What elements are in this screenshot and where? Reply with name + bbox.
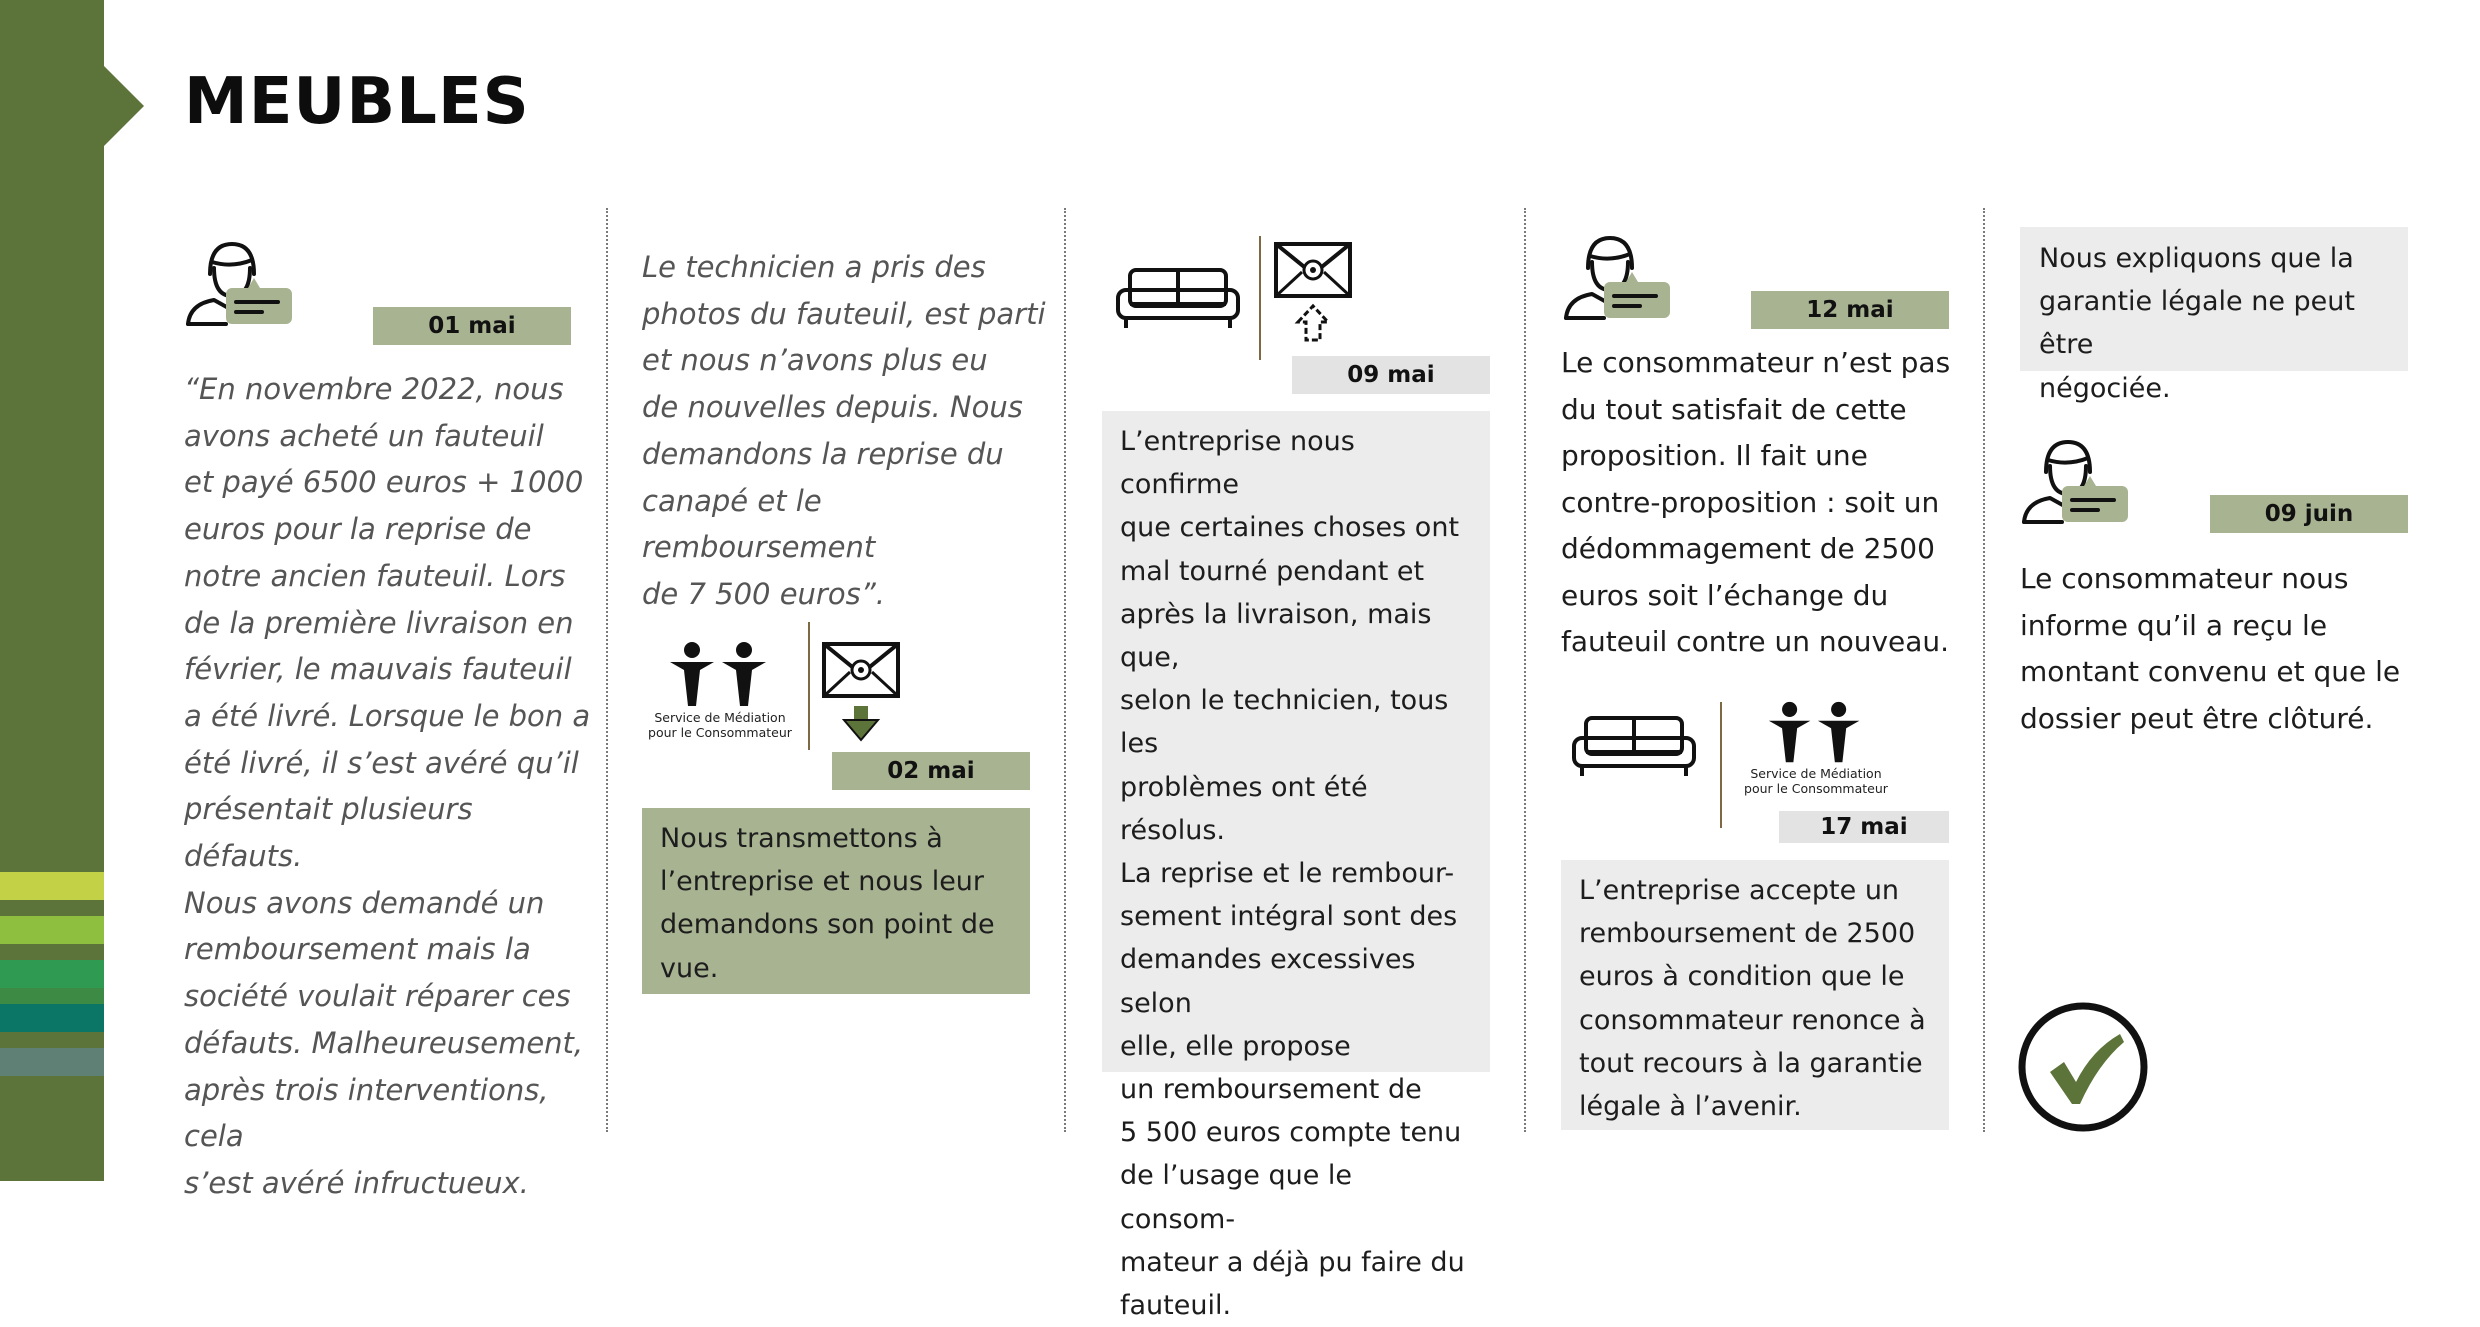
quote-line: avons acheté un fauteuil	[184, 418, 544, 453]
quote-line: “En novembre 2022, nous	[184, 372, 564, 406]
quote-line: de nouvelles depuis. Nous	[642, 390, 1023, 425]
quote-line: Le technicien a pris des	[642, 250, 986, 284]
box-line: tout recours à la garantie	[1579, 1047, 1923, 1079]
consumer-closure-text	[2020, 556, 2430, 742]
text-line: dédommagement de 2500	[1561, 532, 1935, 565]
box-line: remboursement de 2500	[1579, 918, 1916, 950]
text-line: Le consommateur n’est pas	[1561, 346, 1951, 379]
quote-line: société voulait réparer ces	[184, 979, 571, 1014]
quote-line: canapé et le remboursement	[642, 483, 876, 565]
box-line: demandes excessives selon	[1120, 944, 1416, 1019]
email-upload-icon	[1272, 240, 1356, 346]
sidebar-stripe	[0, 916, 104, 944]
sm-action-box	[642, 808, 1030, 994]
text-line: du tout satisfait de cette	[1561, 392, 1907, 426]
quote-line: s’est avéré infructueux.	[184, 1165, 529, 1200]
quote-line: a été livré. Lorsque le bon a	[184, 698, 591, 733]
mediation-figures-icon	[1736, 700, 1896, 766]
box-line: mal tourné pendant et	[1120, 555, 1425, 587]
email-download-icon	[820, 640, 904, 746]
mediation-service-name	[1736, 766, 1896, 796]
date-label: 09 juin	[2210, 495, 2408, 533]
sm-explanation-box	[2020, 227, 2408, 404]
page-title: MEUBLES	[184, 65, 530, 139]
mediation-service-logo	[1736, 700, 1896, 800]
box-line: légale à l’avenir.	[1579, 1091, 1802, 1123]
box-line: un remboursement de	[1120, 1074, 1422, 1106]
consumer-quote	[184, 366, 594, 1207]
mediation-service-name	[640, 710, 800, 740]
sidebar-stripe	[0, 1048, 104, 1076]
box-line: que certaines choses ont	[1120, 512, 1460, 544]
quote-line: été livré, il s’est avéré qu’il	[184, 745, 579, 780]
quote-line: et payé 6500 euros + 1000	[184, 465, 584, 500]
separator-line	[808, 622, 810, 750]
box-line: l’entreprise et nous leur	[660, 866, 985, 898]
quote-line: euros pour la reprise de	[184, 512, 532, 547]
quote-line: demandons la reprise du	[642, 436, 1004, 471]
box-line: Nous expliquons que la	[2039, 243, 2354, 274]
box-line: La reprise et le rembour-	[1120, 858, 1455, 890]
box-line: problèmes ont été résolus.	[1120, 771, 1368, 846]
text-line: dossier peut être clôturé.	[2020, 701, 2374, 735]
date-label: 01 mai	[373, 307, 571, 345]
separator-line	[1259, 236, 1261, 360]
quote-line: présentait plusieurs défauts.	[184, 792, 473, 874]
text-line: proposition. Il fait une	[1561, 439, 1868, 472]
box-line: mateur a déjà pu faire du	[1120, 1246, 1465, 1278]
quote-line: remboursement mais la	[184, 932, 531, 967]
mediation-line: pour le Consommateur	[648, 725, 792, 740]
text-line: montant convenu et que le	[2020, 655, 2401, 688]
quote-line: février, le mauvais fauteuil	[184, 652, 572, 687]
box-line: négociée.	[2039, 372, 2171, 404]
text-line: contre-proposition : soit un	[1561, 485, 1940, 519]
box-line: fauteuil.	[1120, 1290, 1232, 1322]
column-divider	[1064, 208, 1066, 1132]
sidebar-stripe	[0, 960, 104, 988]
box-line: demandons son point de	[660, 909, 995, 941]
box-line: Nous transmettons à	[660, 823, 943, 854]
consumer-speech-icon	[2018, 436, 2130, 536]
text-line: fauteuil contre un nouveau.	[1561, 625, 1950, 658]
box-line: L’entreprise accepte un	[1579, 875, 1900, 906]
mediation-line: Service de Médiation	[654, 710, 786, 725]
box-line: euros à condition que le	[1579, 961, 1905, 993]
mediation-service-logo	[640, 640, 800, 748]
checkmark-icon	[2016, 1000, 2150, 1134]
column-divider	[1983, 208, 1985, 1132]
quote-line: défauts. Malheureusement,	[184, 1025, 584, 1060]
text-line: Le consommateur nous	[2020, 562, 2349, 595]
date-label: 17 mai	[1779, 811, 1949, 843]
box-line: 5 500 euros compte tenu	[1120, 1117, 1462, 1149]
consumer-reply-text	[1561, 340, 1971, 666]
box-line: elle, elle propose	[1120, 1030, 1351, 1062]
quote-line: notre ancien fauteuil. Lors	[184, 558, 566, 593]
column-divider	[606, 208, 608, 1132]
text-line: euros soit l’échange du	[1561, 578, 1889, 612]
quote-line: Nous avons demandé un	[184, 885, 545, 920]
company-offer-box	[1561, 860, 1949, 1130]
date-label: 09 mai	[1292, 356, 1490, 394]
quote-line: de la première livraison en	[184, 605, 574, 640]
company-response-box	[1102, 411, 1490, 1322]
separator-line	[1720, 702, 1722, 828]
box-line: sement intégral sont des	[1120, 901, 1458, 933]
box-line: de l’usage que le consom-	[1120, 1160, 1353, 1235]
sidebar-stripe	[0, 1004, 104, 1032]
box-line: vue.	[660, 952, 719, 984]
date-label: 02 mai	[832, 752, 1030, 790]
quote-line: après trois interventions, cela	[184, 1072, 549, 1154]
column-divider	[1524, 208, 1526, 1132]
mediation-figures-icon	[640, 640, 800, 710]
box-line: selon le technicien, tous les	[1120, 685, 1449, 760]
mediation-line: pour le Consommateur	[1744, 781, 1888, 796]
box-line: L’entreprise nous confirme	[1120, 426, 1355, 501]
quote-line: photos du fauteuil, est parti	[642, 296, 1046, 331]
consumer-quote-continued	[642, 244, 1062, 618]
mediation-line: Service de Médiation	[1750, 766, 1882, 781]
box-line: garantie légale ne peut être	[2039, 286, 2355, 361]
sidebar-stripe	[0, 872, 104, 900]
consumer-speech-icon	[182, 238, 294, 338]
date-label: 12 mai	[1751, 291, 1949, 329]
box-line: consommateur renonce à	[1579, 1004, 1926, 1036]
sofa-icon	[1570, 712, 1700, 782]
box-line: après la livraison, mais que,	[1120, 598, 1432, 674]
sofa-icon	[1114, 264, 1244, 334]
text-line: informe qu’il a reçu le	[2020, 608, 2328, 642]
quote-line: et nous n’avons plus eu	[642, 343, 988, 378]
consumer-speech-icon	[1560, 232, 1672, 332]
quote-line: de 7 500 euros”.	[642, 576, 885, 611]
title-arrow-marker	[104, 66, 144, 146]
